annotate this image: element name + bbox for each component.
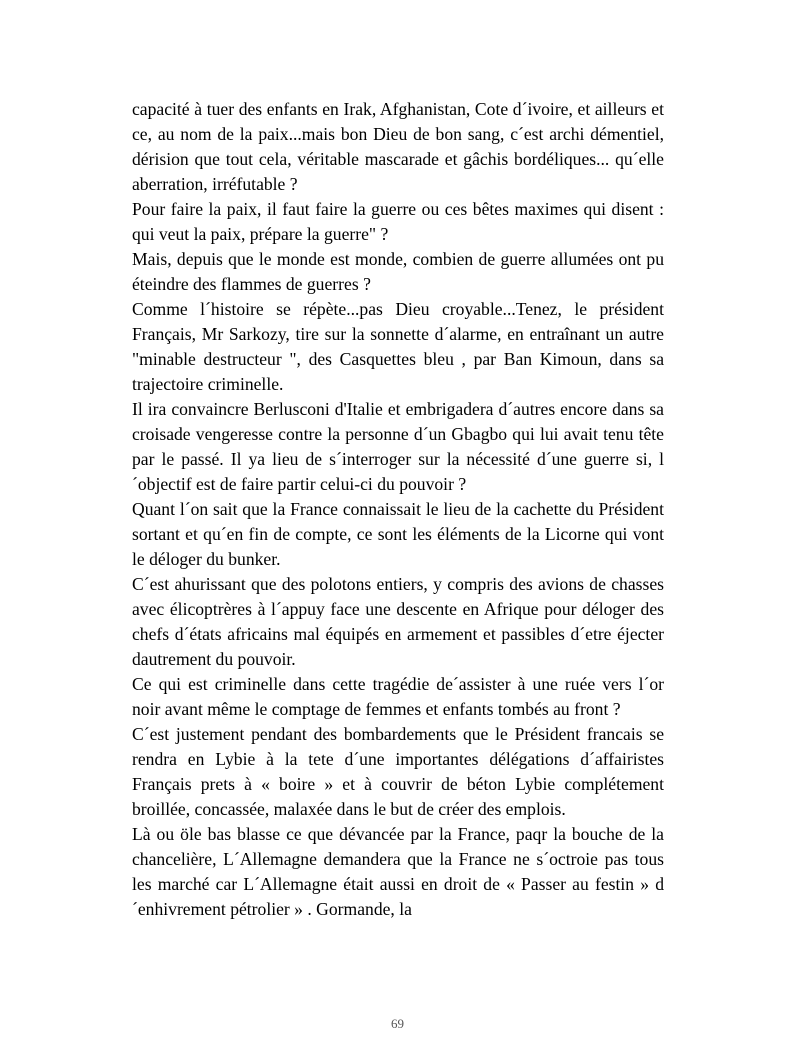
paragraph: Quant l´on sait que la France connaissait le lieu de la cachette du Président sortant et qu´en fin de compte, ce sont les éléments de la Licorne qui vont le déloger du bunker.	[132, 499, 664, 569]
paragraph: capacité à tuer des enfants en Irak, Afghanistan, Cote d´ivoire, et ailleurs et ce, au nom de la paix...mais bon Dieu de bon sang, c´est archi démentiel, dérision que tout cela, véritable mascarade et gâchis bordéliques... qu´elle aberration, irréfutable ?	[132, 99, 664, 194]
paragraph: Pour faire la paix, il faut faire la guerre ou ces bêtes maximes qui disent : qui veut la paix, prépare la guerre" ?	[132, 199, 664, 244]
body-text	[132, 97, 664, 922]
paragraph: Il ira convaincre Berlusconi d'Italie et embrigadera d´autres encore dans sa croisade vengeresse contre la personne d´un Gbagbo qui lui avait tenu tête par le passé. Il ya lieu de s´interroger sur la nécessité d´une guerre si, l´objectif est de faire partir celui-ci du pouvoir ?	[132, 399, 664, 494]
paragraph: Comme l´histoire se répète...pas Dieu croyable...Tenez, le président Français, Mr Sarkozy, tire sur la sonnette d´alarme, en entraînant un autre "minable destructeur ", des Casquettes bleu , par Ban Kimoun, dans sa trajectoire criminelle.	[132, 299, 664, 394]
paragraph: Là ou öle bas blasse ce que dévancée par la France, paqr la bouche de la chancelière, L´Allemagne demandera que la France ne s´octroie pas tous les marché car L´Allemagne était aussi en droit de « Passer au festin » d´enhivrement pétrolier » . Gormande, la	[132, 824, 664, 919]
paragraph: C´est ahurissant que des polotons entiers, y compris des avions de chasses avec élicoptrères à l´appuy face une descente en Afrique pour déloger des chefs d´états africains mal équipés en armement et passibles d´etre éjecter dautrement du pouvoir.	[132, 574, 664, 669]
paragraph: C´est justement pendant des bombardements que le Président francais se rendra en Lybie à la tete d´une importantes délégations d´affairistes Français prets à « boire » et à couvrir de béton Lybie complétement broillée, concassée, malaxée dans le but de créer des emplois.	[132, 724, 664, 819]
paragraph: Mais, depuis que le monde est monde, combien de guerre allumées ont pu éteindre des flammes de guerres ?	[132, 249, 664, 294]
paragraph: Ce qui est criminelle dans cette tragédie de´assister à une ruée vers l´or noir avant même le comptage de femmes et enfants tombés au front ?	[132, 674, 664, 719]
page-number: 69	[391, 1016, 404, 1031]
